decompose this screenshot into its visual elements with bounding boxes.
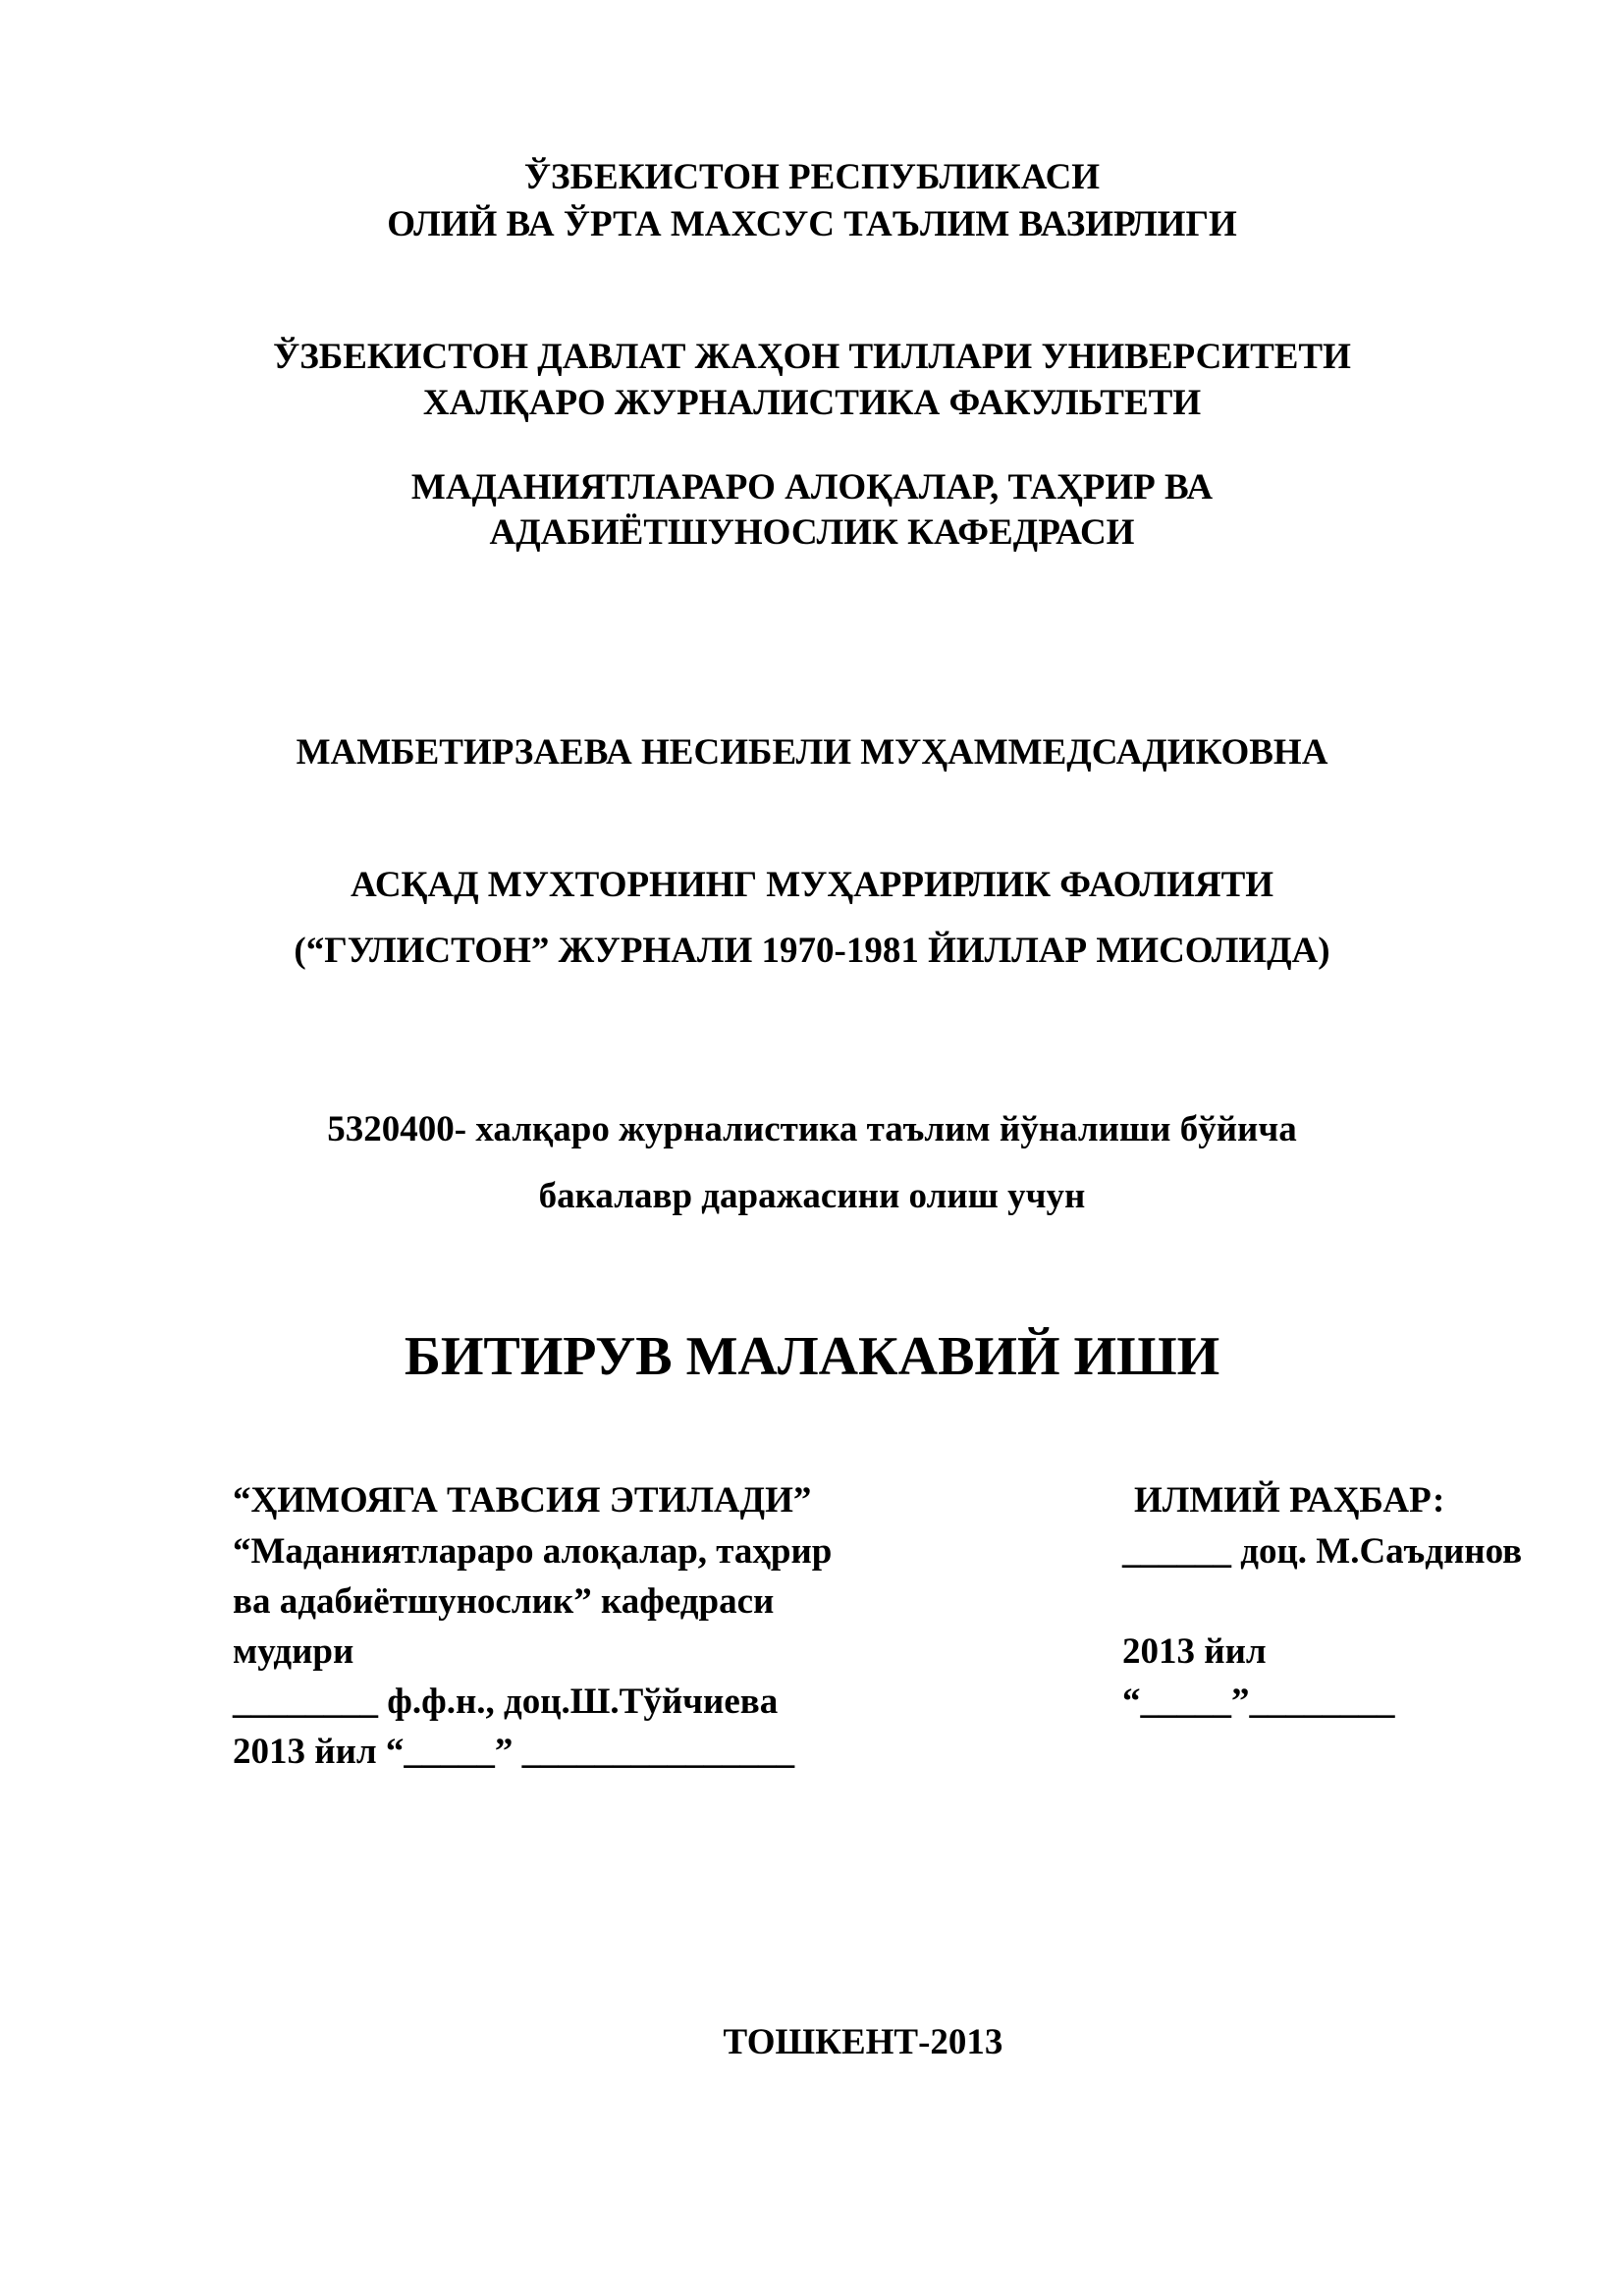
approval-line3: мудири <box>233 1631 354 1672</box>
author-name: МАМБЕТИРЗАЕВА НЕСИБЕЛИ МУҲАММЕДСАДИКОВНА <box>296 732 1328 773</box>
faculty-title: ХАЛҚАРО ЖУРНАЛИСТИКА ФАКУЛЬТЕТИ <box>422 383 1202 423</box>
approval-line2: ва адабиётшунослик” кафедраси <box>233 1581 775 1622</box>
department-title-line1: МАДАНИЯТЛАРАРО АЛОҚАЛАР, ТАҲРИР ВА <box>410 467 1214 507</box>
topic-line2: (“ГУЛИСТОН” ЖУРНАЛИ 1970-1981 ЙИЛЛАР МИСОЛИДА) <box>294 931 1330 971</box>
ministry-title: ОЛИЙ ВА ЎРТА МАХСУС ТАЪЛИМ ВАЗИРЛИГИ <box>387 204 1237 244</box>
approval-line1: “Маданиятлараро алоқалар, таҳрир <box>233 1531 833 1572</box>
supervisor-date-line: “_____”________ <box>1122 1682 1395 1722</box>
work-type-title: БИТИРУВ МАЛАКАВИЙ ИШИ <box>404 1326 1220 1387</box>
supervisor-heading: ИЛМИЙ РАҲБАР: <box>1134 1480 1445 1521</box>
department-title-line2: АДАБИЁТШУНОСЛИК КАФЕДРАСИ <box>489 512 1135 553</box>
approval-date-line: 2013 йил “_____” _______________ <box>233 1732 795 1772</box>
republic-title: ЎЗБЕКИСТОН РЕСПУБЛИКАСИ <box>523 157 1101 197</box>
topic-line1: АСҚАД МУХТОРНИНГ МУҲАРРИРЛИК ФАОЛИЯТИ <box>350 865 1274 905</box>
supervisor-signature-line: ______ доц. М.Саъдинов <box>1122 1531 1523 1572</box>
supervisor-year: 2013 йил <box>1122 1631 1267 1672</box>
university-title: ЎЗБЕКИСТОН ДАВЛАТ ЖАҲОН ТИЛЛАРИ УНИВЕРСИТЕТИ <box>273 337 1351 377</box>
degree-line1: 5320400- халқаро журналистика таълим йўналиши бўйича <box>327 1109 1297 1149</box>
approval-signature-line: ________ ф.ф.н., доц.Ш.Тўйчиева <box>233 1682 779 1722</box>
approval-heading: “ҲИМОЯГА ТАВСИЯ ЭТИЛАДИ” <box>233 1480 812 1521</box>
degree-line2: бакалавр даражасини олиш учун <box>538 1176 1086 1216</box>
city-year: ТОШКЕНТ-2013 <box>723 2022 1003 2062</box>
